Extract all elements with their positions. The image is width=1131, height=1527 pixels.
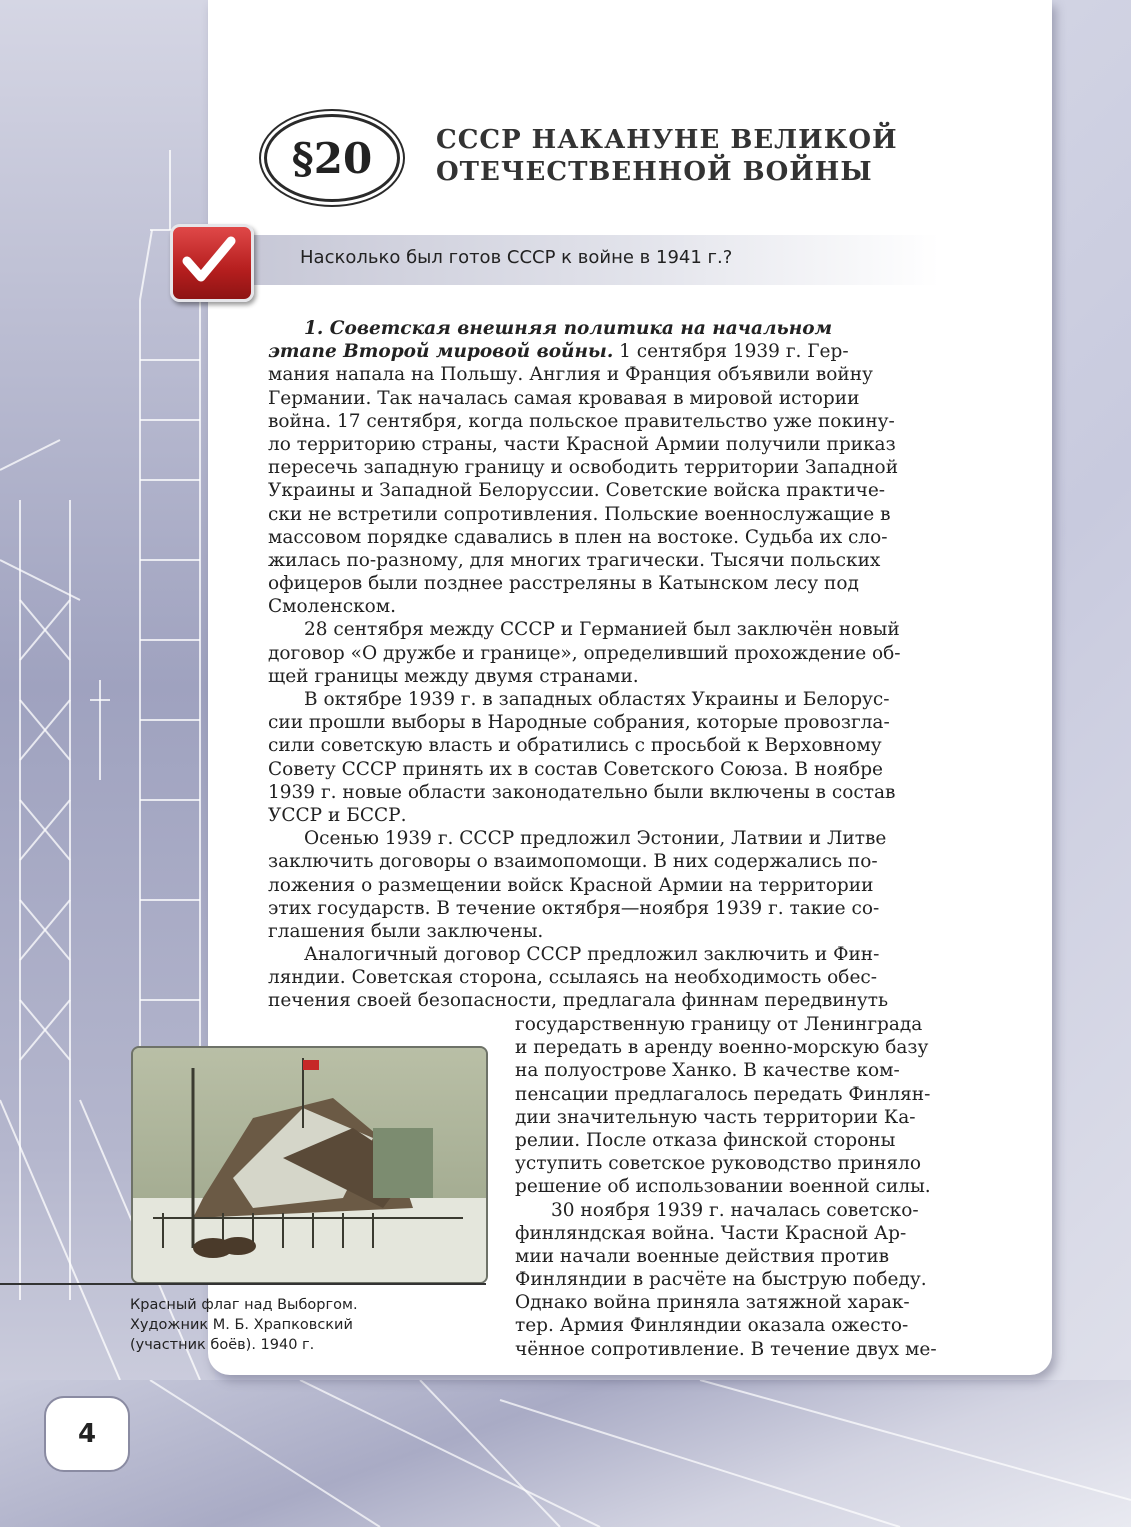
body-line: УССР и БССР. — [268, 804, 407, 826]
lesson-question: Насколько был готов СССР к войне в 1941 г.? — [300, 247, 733, 268]
body-line: 1939 г. новые области законодательно были включены в состав — [268, 781, 896, 803]
caption-line: Художник М. Б. Храпковский — [130, 1317, 353, 1333]
body-line: ложения о размещении войск Красной Армии на территории — [268, 874, 874, 896]
body-line: дии значительную часть территории Ка- — [515, 1106, 916, 1128]
body-line: финляндская война. Части Красной Ар- — [515, 1222, 907, 1244]
body-line: Осенью 1939 г. СССР предложил Эстонии, Латвии и Литве — [304, 828, 887, 850]
body-text — [268, 317, 988, 1013]
body-line: печения своей безопасности, предлагала финнам передвинуть — [268, 990, 889, 1012]
body-line: Германии. Так началась самая кровавая в мировой истории — [268, 387, 860, 409]
body-line: и передать в аренду военно-морскую базу — [515, 1037, 929, 1059]
painting-image — [131, 1046, 488, 1284]
body-line: релии. После отказа финской стороны — [515, 1129, 896, 1151]
page-number-text: 4 — [77, 1419, 97, 1449]
body-line: глашения были заключены. — [268, 920, 544, 942]
body-line: этих государств. В течение октября—ноября 1939 г. такие со- — [268, 897, 880, 919]
body-line: Финляндии в расчёте на быструю победу. — [515, 1269, 927, 1291]
body-line: щей границы между двумя странами. — [268, 665, 639, 687]
body-line: мания напала на Польшу. Англия и Франция объявили войну — [268, 364, 873, 386]
section-title-line: СССР НАКАНУНЕ ВЕЛИКОЙ — [436, 125, 898, 155]
body-line: государственную границу от Ленинграда — [515, 1014, 923, 1035]
body-line: ло территорию страны, части Красной Армии получили приказ — [268, 433, 896, 455]
body-text-narrow — [515, 1013, 990, 1361]
page-number — [44, 1396, 130, 1472]
body-line: на полуострове Ханко. В качестве ком- — [515, 1060, 900, 1082]
body-line: мии начали военные действия против — [515, 1245, 890, 1267]
section-number-badge — [264, 114, 400, 202]
caption-rule — [0, 1283, 486, 1285]
body-line: пенсации предлагалось передать Финлян- — [515, 1083, 931, 1105]
body-line: В октябре 1939 г. в западных областях Украины и Белорус- — [304, 689, 890, 710]
body-line: уступить советское руководство приняло — [515, 1153, 921, 1175]
section-title — [436, 124, 956, 188]
body-line: Украины и Западной Белоруссии. Советские войска практиче- — [268, 480, 886, 502]
body-line: офицеров были позднее расстреляны в Катынском лесу под — [268, 573, 859, 595]
subsection-heading: этапе Второй мировой войны. — [268, 341, 614, 363]
section-number: §20 — [291, 133, 373, 183]
body-line: Аналогичный договор СССР предложил заключить и Фин- — [304, 944, 880, 966]
body-line: заключить договоры о взаимопомощи. В них содержались по- — [268, 851, 878, 873]
body-line: Совету СССР принять их в состав Советского Союза. В ноябре — [268, 758, 883, 780]
body-line: ляндии. Советская сторона, ссылаясь на необходимость обес- — [268, 967, 878, 989]
body-line: жилась по-разному, для многих трагически. Тысячи польских — [268, 549, 881, 571]
body-line: 28 сентября между СССР и Германией был заключён новый — [304, 619, 900, 641]
body-line: массовом порядке сдавались в плен на востоке. Судьба их сло- — [268, 526, 888, 548]
body-line: война. 17 сентября, когда польское правительство уже покину- — [268, 410, 895, 432]
body-line: чённое сопротивление. В течение двух ме- — [515, 1338, 937, 1360]
caption-line: Красный флаг над Выборгом. — [130, 1297, 358, 1313]
body-line: ски не встретили сопротивления. Польские военнослужащие в — [268, 503, 891, 525]
section-title-line: ОТЕЧЕСТВЕННОЙ ВОЙНЫ — [436, 157, 873, 187]
body-line-text: 1 сентября 1939 г. Гер- — [613, 341, 849, 363]
subsection-heading: 1. Советская внешняя политика на начальном — [304, 318, 833, 339]
body-line — [268, 340, 988, 363]
body-line: сили советскую власть и обратились с просьбой к Верховному — [268, 735, 882, 757]
body-line: пересечь западную границу и освободить территории Западной — [268, 457, 899, 479]
checkmark-icon — [170, 224, 254, 302]
caption-line: (участник боёв). 1940 г. — [130, 1337, 315, 1353]
body-line: сии прошли выборы в Народные собрания, которые провозгла- — [268, 712, 890, 734]
figure-caption — [130, 1295, 430, 1355]
body-line: тер. Армия Финляндии оказала ожесто- — [515, 1315, 909, 1337]
body-line: договор «О дружбе и границе», определивший прохождение об- — [268, 642, 901, 664]
body-line: Смоленском. — [268, 596, 397, 618]
body-line: решение об использовании военной силы. — [515, 1176, 931, 1198]
decorative-bottom-band — [0, 1380, 1131, 1527]
body-line: Однако война приняла затяжной харак- — [515, 1292, 910, 1314]
body-line: 30 ноября 1939 г. началась советско- — [551, 1199, 919, 1221]
